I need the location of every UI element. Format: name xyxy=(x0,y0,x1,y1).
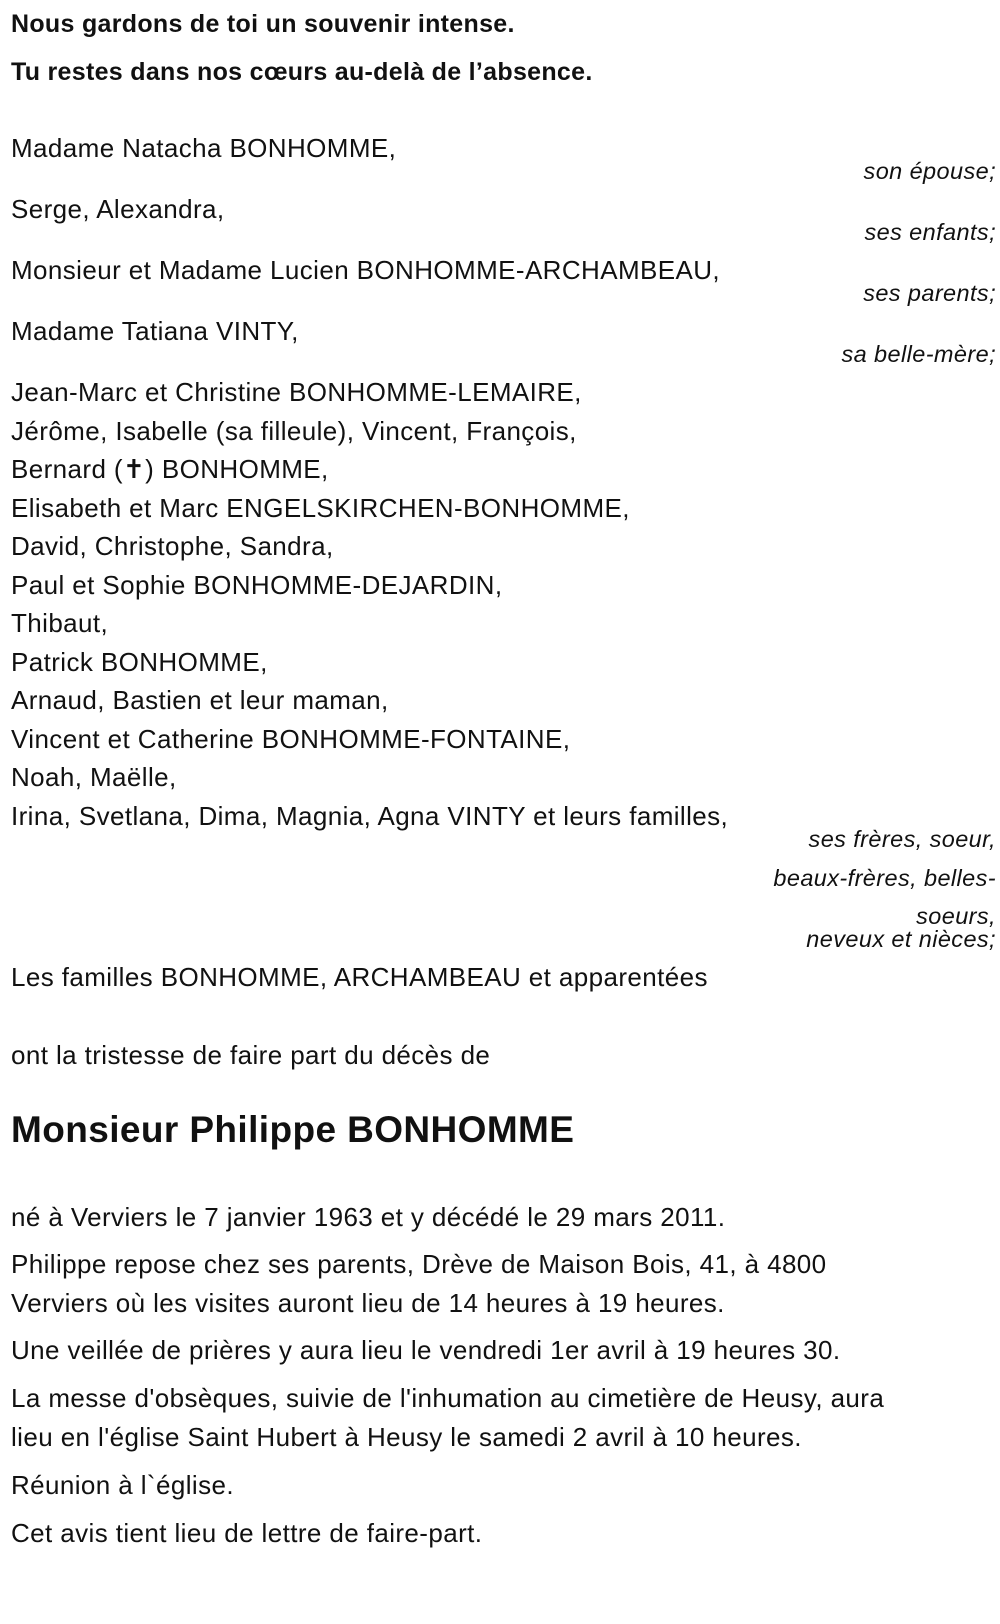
motto-line-2: Tu restes dans nos cœurs au-delà de l’absence. xyxy=(11,58,593,86)
relative-sibling-4-children: Thibaut, xyxy=(11,608,109,638)
relative-mother-in-law: Madame Tatiana VINTY, xyxy=(11,316,299,346)
relative-children: Serge, Alexandra, xyxy=(11,194,225,224)
relative-sibling-1: Jean-Marc et Christine BONHOMME-LEMAIRE, xyxy=(11,377,582,407)
relative-sibling-2: Bernard (✝) BONHOMME, xyxy=(11,454,329,484)
role-nephews-nieces: neveux et nièces; xyxy=(806,926,996,952)
meeting-info: Réunion à l`église. xyxy=(11,1470,234,1500)
funeral-mass-line-1: La messe d'obsèques, suivie de l'inhumation au cimetière de Heusy, aura xyxy=(11,1383,885,1413)
announcement-text: ont la tristesse de faire part du décès de xyxy=(11,1040,491,1070)
relative-sibling-3-children: David, Christophe, Sandra, xyxy=(11,531,334,561)
relative-sibling-6: Vincent et Catherine BONHOMME-FONTAINE, xyxy=(11,724,571,754)
deceased-name: Monsieur Philippe BONHOMME xyxy=(11,1109,575,1150)
notice-footer: Cet avis tient lieu de lettre de faire-part. xyxy=(11,1518,483,1548)
motto-line-1: Nous gardons de toi un souvenir intense. xyxy=(11,10,515,38)
role-spouse: son épouse; xyxy=(863,158,996,184)
relative-vinty-family: Irina, Svetlana, Dima, Magnia, Agna VINTY et leurs familles, xyxy=(11,801,729,831)
relative-extended-families: Les familles BONHOMME, ARCHAMBEAU et apparentées xyxy=(11,962,708,992)
relative-sibling-4: Paul et Sophie BONHOMME-DEJARDIN, xyxy=(11,570,503,600)
role-children: ses enfants; xyxy=(864,219,996,245)
vigil-info: Une veillée de prières y aura lieu le vendredi 1er avril à 19 heures 30. xyxy=(11,1335,841,1365)
relative-sibling-5-children: Arnaud, Bastien et leur maman, xyxy=(11,685,389,715)
repose-location-line-2: Verviers où les visites auront lieu de 14 heures à 19 heures. xyxy=(11,1288,725,1318)
role-siblings: ses frères, soeur, xyxy=(808,826,996,852)
relative-sibling-6-children: Noah, Maëlle, xyxy=(11,762,177,792)
relative-sibling-1-children: Jérôme, Isabelle (sa filleule), Vincent, François, xyxy=(11,416,577,446)
relative-sibling-3: Elisabeth et Marc ENGELSKIRCHEN-BONHOMME, xyxy=(11,493,630,523)
role-in-laws: beaux-frères, belles- xyxy=(773,865,996,891)
role-sisters-in-law: soeurs, xyxy=(916,903,996,929)
birth-death-dates: né à Verviers le 7 janvier 1963 et y décédé le 29 mars 2011. xyxy=(11,1202,726,1232)
relative-spouse: Madame Natacha BONHOMME, xyxy=(11,133,397,163)
relative-parents: Monsieur et Madame Lucien BONHOMME-ARCHAMBEAU, xyxy=(11,255,721,285)
repose-location-line-1: Philippe repose chez ses parents, Drève de Maison Bois, 41, à 4800 xyxy=(11,1249,827,1279)
funeral-mass-line-2: lieu en l'église Saint Hubert à Heusy le samedi 2 avril à 10 heures. xyxy=(11,1422,802,1452)
role-parents: ses parents; xyxy=(863,280,996,306)
role-mother-in-law: sa belle-mère; xyxy=(841,341,996,367)
relative-sibling-5: Patrick BONHOMME, xyxy=(11,647,268,677)
